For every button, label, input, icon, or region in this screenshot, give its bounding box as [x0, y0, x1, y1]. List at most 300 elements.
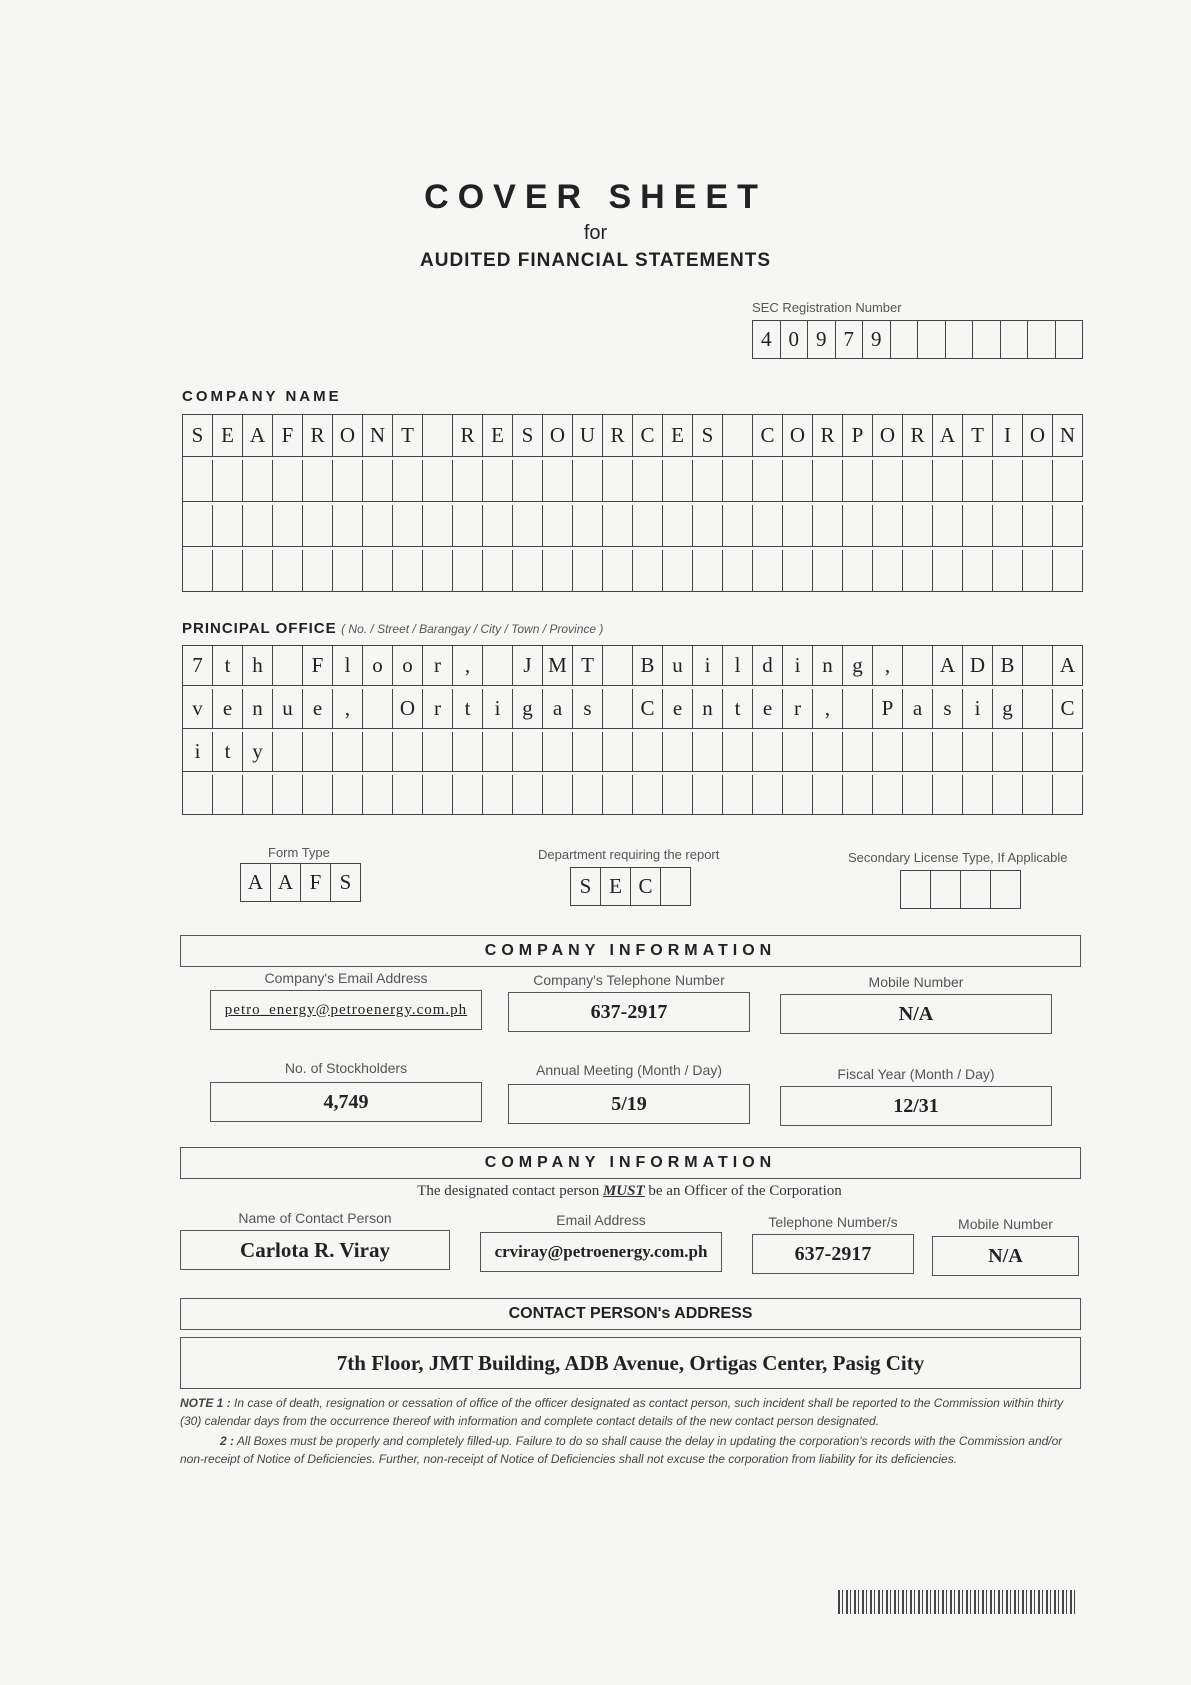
- letter-cell: [273, 550, 303, 592]
- form-type-label: Form Type: [268, 845, 330, 860]
- letter-cell: [723, 775, 753, 815]
- letter-cell: [393, 460, 423, 502]
- letter-cell: T: [393, 415, 423, 457]
- sec-registration-label: SEC Registration Number: [752, 300, 902, 315]
- letter-cell: R: [453, 415, 483, 457]
- letter-cell: R: [903, 415, 933, 457]
- letter-cell: [483, 732, 513, 772]
- letter-cell: u: [663, 646, 693, 686]
- letter-cell: i: [693, 646, 723, 686]
- letter-cell: [273, 460, 303, 502]
- letter-cell: d: [753, 646, 783, 686]
- letter-cell: [693, 460, 723, 502]
- letter-cell: [1023, 775, 1053, 815]
- letter-cell: [873, 732, 903, 772]
- letter-cell: E: [483, 415, 513, 457]
- note-1-text: In case of death, resignation or cessation of office of the officer designated as contact person, such incident shall be reported to the Commission within thirty (30) calendar days from the occurrence thereof with information and complete contact details of the new contact person designated.: [180, 1396, 1064, 1428]
- letter-cell: [1023, 505, 1053, 547]
- company-email-field: petro_energy@petroenergy.com.ph: [210, 990, 482, 1030]
- letter-cell: s: [933, 689, 963, 729]
- letter-cell: o: [363, 646, 393, 686]
- letter-cell: S: [513, 415, 543, 457]
- letter-cell: [633, 505, 663, 547]
- letter-cell: ,: [453, 646, 483, 686]
- title-for: for: [583, 222, 608, 244]
- letter-cell: [1023, 550, 1053, 592]
- barcode: [838, 1590, 1076, 1614]
- letter-cell: [423, 415, 453, 457]
- letter-cell: [573, 775, 603, 815]
- letter-cell: [393, 775, 423, 815]
- letter-cell: [693, 775, 723, 815]
- letter-cell: [933, 775, 963, 815]
- letter-cell: J: [513, 646, 543, 686]
- letter-cell: [543, 505, 573, 547]
- letter-cell: [543, 460, 573, 502]
- letter-cell: [903, 550, 933, 592]
- letter-cell: [603, 550, 633, 592]
- letter-cell: [333, 460, 363, 502]
- contact-notice: [180, 1183, 1079, 1200]
- letter-cell: [303, 732, 333, 772]
- letter-cell: [483, 460, 513, 502]
- letter-cell: [423, 775, 453, 815]
- letter-cell: F: [273, 415, 303, 457]
- letter-cell: [393, 732, 423, 772]
- letter-cell: [1023, 732, 1053, 772]
- letter-cell: [813, 505, 843, 547]
- letter-cell: [363, 732, 393, 772]
- letter-cell: [723, 732, 753, 772]
- letter-cell: [453, 460, 483, 502]
- letter-cell: [783, 505, 813, 547]
- letter-cell: [453, 732, 483, 772]
- letter-cell: [423, 550, 453, 592]
- letter-cell: i: [483, 689, 513, 729]
- letter-cell: [963, 550, 993, 592]
- letter-cell: v: [183, 689, 213, 729]
- letter-cell: O: [783, 415, 813, 457]
- letter-cell: [963, 775, 993, 815]
- letter-cell: s: [573, 689, 603, 729]
- letter-cell: t: [723, 689, 753, 729]
- letter-cell: C: [633, 689, 663, 729]
- contact-mobile-label: Mobile Number: [958, 1216, 1053, 1232]
- stockholders-label: No. of Stockholders: [284, 1060, 408, 1076]
- note-1: [180, 1394, 1080, 1430]
- letter-cell: [961, 871, 991, 909]
- letter-cell: [543, 775, 573, 815]
- annual-meeting-field: 5/19: [508, 1084, 750, 1124]
- letter-cell: A: [271, 864, 301, 902]
- letter-cell: [1053, 505, 1083, 547]
- letter-cell: r: [783, 689, 813, 729]
- letter-cell: [333, 732, 363, 772]
- letter-cell: e: [213, 689, 243, 729]
- letter-cell: [513, 732, 543, 772]
- letter-cell: 0: [781, 321, 809, 359]
- department-grid: [570, 867, 691, 906]
- letter-cell: [891, 321, 919, 359]
- letter-cell: [723, 460, 753, 502]
- letter-cell: [513, 505, 543, 547]
- letter-cell: [363, 550, 393, 592]
- letter-cell: [813, 775, 843, 815]
- company-mobile-field: N/A: [780, 994, 1052, 1034]
- letter-cell: A: [933, 646, 963, 686]
- letter-cell: i: [183, 732, 213, 772]
- principal-office-hint: ( No. / Street / Barangay / City / Town / Province ): [341, 622, 604, 636]
- letter-cell: [1053, 550, 1083, 592]
- contact-address-header: CONTACT PERSON's ADDRESS: [180, 1298, 1081, 1330]
- principal-office-label: PRINCIPAL OFFICE: [182, 620, 337, 637]
- letter-cell: [573, 505, 603, 547]
- form-type-grid: [240, 863, 361, 902]
- company-email-label: Company's Email Address: [264, 970, 428, 986]
- letter-cell: [633, 460, 663, 502]
- letter-cell: [813, 732, 843, 772]
- contact-notice-must: MUST: [602, 1183, 645, 1199]
- letter-cell: [453, 775, 483, 815]
- letter-cell: [243, 460, 273, 502]
- letter-cell: [783, 732, 813, 772]
- letter-cell: S: [693, 415, 723, 457]
- contact-mobile-field: N/A: [932, 1236, 1079, 1276]
- letter-cell: [603, 460, 633, 502]
- letter-cell: A: [241, 864, 271, 902]
- letter-cell: a: [903, 689, 933, 729]
- letter-cell: [183, 775, 213, 815]
- company-mobile-label: Mobile Number: [868, 974, 964, 990]
- letter-cell: [183, 505, 213, 547]
- letter-cell: [603, 732, 633, 772]
- letter-cell: t: [453, 689, 483, 729]
- letter-cell: [333, 775, 363, 815]
- letter-cell: [633, 550, 663, 592]
- letter-cell: O: [333, 415, 363, 457]
- contact-notice-suffix: be an Officer of the Corporation: [648, 1183, 842, 1199]
- letter-cell: [1053, 732, 1083, 772]
- letter-cell: D: [963, 646, 993, 686]
- letter-cell: [423, 732, 453, 772]
- letter-cell: [573, 732, 603, 772]
- letter-cell: h: [243, 646, 273, 686]
- letter-cell: e: [663, 689, 693, 729]
- note-2-label: 2 :: [220, 1434, 235, 1448]
- letter-cell: E: [213, 415, 243, 457]
- letter-cell: u: [273, 689, 303, 729]
- letter-cell: [963, 460, 993, 502]
- letter-cell: [483, 775, 513, 815]
- fiscal-year-label: Fiscal Year (Month / Day): [837, 1066, 995, 1082]
- letter-cell: [183, 460, 213, 502]
- letter-cell: [303, 775, 333, 815]
- letter-cell: [901, 871, 931, 909]
- letter-cell: t: [213, 732, 243, 772]
- letter-cell: [303, 505, 333, 547]
- letter-cell: [693, 505, 723, 547]
- contact-email-label: Email Address: [556, 1212, 646, 1228]
- letter-cell: [663, 775, 693, 815]
- contact-notice-prefix: The designated contact person: [417, 1183, 600, 1199]
- letter-cell: a: [543, 689, 573, 729]
- letter-cell: [273, 732, 303, 772]
- letter-cell: [1053, 775, 1083, 815]
- letter-cell: [453, 550, 483, 592]
- contact-telephone-field: 637-2917: [752, 1234, 914, 1274]
- letter-cell: [723, 505, 753, 547]
- letter-cell: [603, 775, 633, 815]
- letter-cell: P: [873, 689, 903, 729]
- letter-cell: O: [1023, 415, 1053, 457]
- letter-cell: [1053, 460, 1083, 502]
- contact-info-header: COMPANY INFORMATION: [180, 1147, 1081, 1179]
- letter-cell: [813, 550, 843, 592]
- letter-cell: [483, 550, 513, 592]
- letter-cell: [963, 505, 993, 547]
- letter-cell: [483, 505, 513, 547]
- letter-cell: [993, 550, 1023, 592]
- note-2: [180, 1432, 1080, 1468]
- letter-cell: [843, 689, 873, 729]
- letter-cell: O: [543, 415, 573, 457]
- letter-cell: [903, 460, 933, 502]
- contact-name-field: Carlota R. Viray: [180, 1230, 450, 1270]
- letter-cell: [903, 732, 933, 772]
- letter-cell: [843, 460, 873, 502]
- letter-cell: [603, 646, 633, 686]
- letter-cell: [573, 550, 603, 592]
- letter-cell: ,: [333, 689, 363, 729]
- letter-cell: i: [963, 689, 993, 729]
- letter-cell: [213, 550, 243, 592]
- letter-cell: [393, 550, 423, 592]
- letter-cell: 9: [808, 321, 836, 359]
- letter-cell: [933, 505, 963, 547]
- letter-cell: n: [813, 646, 843, 686]
- letter-cell: [633, 775, 663, 815]
- letter-cell: I: [993, 415, 1023, 457]
- secondary-license-grid: [900, 870, 1021, 909]
- letter-cell: [783, 460, 813, 502]
- company-name-label: COMPANY NAME: [182, 388, 342, 405]
- letter-cell: y: [243, 732, 273, 772]
- letter-cell: [573, 460, 603, 502]
- letter-cell: [993, 460, 1023, 502]
- letter-cell: [243, 550, 273, 592]
- letter-cell: [873, 460, 903, 502]
- letter-cell: 4: [753, 321, 781, 359]
- letter-cell: [303, 550, 333, 592]
- letter-cell: [723, 550, 753, 592]
- note-1-label: NOTE 1 :: [180, 1396, 231, 1410]
- letter-cell: [843, 732, 873, 772]
- letter-cell: B: [993, 646, 1023, 686]
- letter-cell: R: [603, 415, 633, 457]
- letter-cell: [1023, 460, 1053, 502]
- letter-cell: [873, 505, 903, 547]
- letter-cell: T: [963, 415, 993, 457]
- letter-cell: A: [933, 415, 963, 457]
- letter-cell: [453, 505, 483, 547]
- letter-cell: S: [571, 868, 601, 906]
- page-subtitle: AUDITED FINANCIAL STATEMENTS: [420, 250, 771, 271]
- letter-cell: [753, 732, 783, 772]
- letter-cell: P: [843, 415, 873, 457]
- letter-cell: [783, 775, 813, 815]
- letter-cell: U: [573, 415, 603, 457]
- letter-cell: g: [513, 689, 543, 729]
- letter-cell: [273, 775, 303, 815]
- letter-cell: [663, 505, 693, 547]
- letter-cell: [873, 775, 903, 815]
- letter-cell: t: [213, 646, 243, 686]
- letter-cell: r: [423, 689, 453, 729]
- letter-cell: E: [663, 415, 693, 457]
- letter-cell: [1001, 321, 1029, 359]
- letter-cell: l: [723, 646, 753, 686]
- letter-cell: [753, 505, 783, 547]
- letter-cell: [931, 871, 961, 909]
- letter-cell: [483, 646, 513, 686]
- letter-cell: [813, 460, 843, 502]
- letter-cell: [903, 505, 933, 547]
- letter-cell: R: [813, 415, 843, 457]
- letter-cell: [843, 505, 873, 547]
- letter-cell: [993, 775, 1023, 815]
- letter-cell: F: [301, 864, 331, 902]
- letter-cell: R: [303, 415, 333, 457]
- contact-name-label: Name of Contact Person: [238, 1210, 392, 1226]
- letter-cell: r: [423, 646, 453, 686]
- letter-cell: A: [1053, 646, 1083, 686]
- letter-cell: C: [631, 868, 661, 906]
- letter-cell: o: [393, 646, 423, 686]
- letter-cell: [903, 775, 933, 815]
- page-title: COVER SHEET: [424, 178, 767, 216]
- letter-cell: [918, 321, 946, 359]
- letter-cell: [1023, 689, 1053, 729]
- letter-cell: e: [303, 689, 333, 729]
- letter-cell: [543, 550, 573, 592]
- letter-cell: l: [333, 646, 363, 686]
- principal-office-grid: [182, 645, 1083, 815]
- company-telephone-label: Company's Telephone Number: [533, 972, 725, 988]
- letter-cell: [393, 505, 423, 547]
- letter-cell: [183, 550, 213, 592]
- letter-cell: C: [1053, 689, 1083, 729]
- letter-cell: [513, 550, 543, 592]
- fiscal-year-field: 12/31: [780, 1086, 1052, 1126]
- letter-cell: [933, 732, 963, 772]
- letter-cell: S: [331, 864, 361, 902]
- letter-cell: [663, 550, 693, 592]
- sec-registration-grid: [752, 320, 1083, 359]
- letter-cell: [513, 775, 543, 815]
- letter-cell: e: [753, 689, 783, 729]
- letter-cell: [843, 550, 873, 592]
- letter-cell: A: [243, 415, 273, 457]
- letter-cell: [423, 460, 453, 502]
- letter-cell: [783, 550, 813, 592]
- letter-cell: 7: [183, 646, 213, 686]
- letter-cell: [273, 505, 303, 547]
- letter-cell: [753, 550, 783, 592]
- letter-cell: O: [873, 415, 903, 457]
- letter-cell: [243, 505, 273, 547]
- letter-cell: [513, 460, 543, 502]
- letter-cell: [543, 732, 573, 772]
- letter-cell: 7: [836, 321, 864, 359]
- letter-cell: [873, 550, 903, 592]
- letter-cell: g: [843, 646, 873, 686]
- letter-cell: n: [243, 689, 273, 729]
- letter-cell: [1028, 321, 1056, 359]
- principal-office-heading: [182, 620, 603, 638]
- secondary-license-label: Secondary License Type, If Applicable: [848, 850, 1068, 865]
- letter-cell: [933, 460, 963, 502]
- stockholders-field: 4,749: [210, 1082, 482, 1122]
- letter-cell: [993, 505, 1023, 547]
- letter-cell: [333, 550, 363, 592]
- letter-cell: [693, 550, 723, 592]
- letter-cell: 9: [863, 321, 891, 359]
- letter-cell: [603, 689, 633, 729]
- letter-cell: [973, 321, 1001, 359]
- letter-cell: M: [543, 646, 573, 686]
- contact-telephone-label: Telephone Number/s: [768, 1214, 898, 1230]
- letter-cell: [946, 321, 974, 359]
- letter-cell: [333, 505, 363, 547]
- letter-cell: [963, 732, 993, 772]
- letter-cell: ,: [813, 689, 843, 729]
- letter-cell: O: [393, 689, 423, 729]
- letter-cell: i: [783, 646, 813, 686]
- company-info-header: COMPANY INFORMATION: [180, 935, 1081, 967]
- letter-cell: [991, 871, 1021, 909]
- department-label: Department requiring the report: [538, 847, 720, 862]
- letter-cell: [213, 505, 243, 547]
- letter-cell: ,: [873, 646, 903, 686]
- letter-cell: [1056, 321, 1084, 359]
- letter-cell: [903, 646, 933, 686]
- letter-cell: [693, 732, 723, 772]
- letter-cell: [363, 775, 393, 815]
- letter-cell: S: [183, 415, 213, 457]
- company-telephone-field: 637-2917: [508, 992, 750, 1032]
- letter-cell: C: [633, 415, 663, 457]
- letter-cell: [423, 505, 453, 547]
- letter-cell: [661, 868, 691, 906]
- letter-cell: [723, 415, 753, 457]
- letter-cell: [843, 775, 873, 815]
- letter-cell: [243, 775, 273, 815]
- letter-cell: [753, 460, 783, 502]
- letter-cell: C: [753, 415, 783, 457]
- letter-cell: N: [1053, 415, 1083, 457]
- letter-cell: N: [363, 415, 393, 457]
- contact-email-field: crviray@petroenergy.com.ph: [480, 1232, 722, 1272]
- letter-cell: [993, 732, 1023, 772]
- letter-cell: [753, 775, 783, 815]
- letter-cell: T: [573, 646, 603, 686]
- letter-cell: [663, 732, 693, 772]
- letter-cell: g: [993, 689, 1023, 729]
- letter-cell: [1023, 646, 1053, 686]
- letter-cell: [273, 646, 303, 686]
- letter-cell: B: [633, 646, 663, 686]
- letter-cell: [213, 775, 243, 815]
